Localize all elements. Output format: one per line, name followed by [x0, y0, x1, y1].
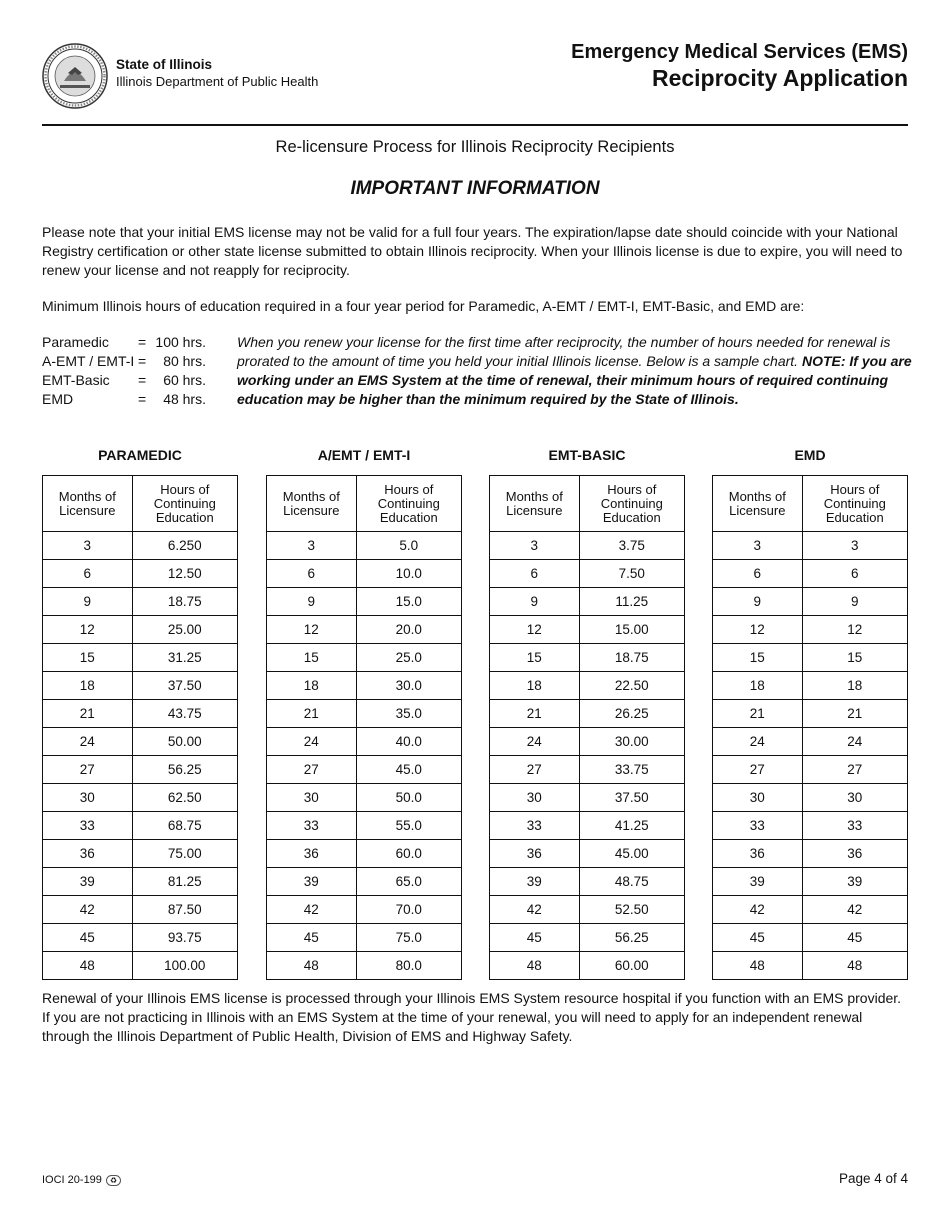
requirement-hours: 60 hrs.: [163, 372, 206, 388]
table-row: [713, 784, 908, 812]
table-block: [42, 446, 238, 980]
hours-cell: 9: [802, 588, 907, 616]
table-row: [267, 896, 462, 924]
document-title: [571, 40, 908, 92]
hours-cell: 25.0: [356, 644, 461, 672]
important-heading: IMPORTANT INFORMATION: [350, 178, 600, 199]
table-row: [713, 812, 908, 840]
hours-cell: 18.75: [579, 644, 684, 672]
hours-cell: 27: [802, 756, 907, 784]
months-cell: 48: [267, 952, 357, 980]
hours-cell: 10.0: [356, 560, 461, 588]
requirement-hours: 80 hrs.: [163, 353, 206, 369]
hours-cell: 5.0: [356, 532, 461, 560]
state-seal-icon: [42, 43, 108, 109]
requirement-row: [42, 390, 206, 409]
table-row: [43, 924, 238, 952]
hours-cell: 37.50: [579, 784, 684, 812]
title-line-2: Reciprocity Application: [651, 65, 908, 91]
months-cell: 30: [490, 784, 580, 812]
table-row: [490, 784, 685, 812]
hours-cell: 70.0: [356, 896, 461, 924]
table-row: [43, 896, 238, 924]
table-row: [267, 812, 462, 840]
months-cell: 39: [43, 868, 133, 896]
months-cell: 12: [490, 616, 580, 644]
months-cell: 42: [43, 896, 133, 924]
hours-cell: 20.0: [356, 616, 461, 644]
proration-table: [266, 475, 462, 980]
table-row: [713, 840, 908, 868]
table-block: [489, 446, 685, 980]
months-cell: 15: [490, 644, 580, 672]
table-row: [43, 616, 238, 644]
hours-cell: 40.0: [356, 728, 461, 756]
table-row: [490, 728, 685, 756]
form-id-text: IOCI 20-199: [42, 1174, 102, 1186]
hours-cell: 62.50: [132, 784, 237, 812]
table-row: [267, 560, 462, 588]
table-row: [490, 588, 685, 616]
table-row: [713, 728, 908, 756]
months-cell: 3: [490, 532, 580, 560]
requirement-equals: =: [138, 334, 147, 350]
hours-cell: 35.0: [356, 700, 461, 728]
months-header: Months of Licensure: [490, 476, 580, 532]
form-id: [42, 1174, 121, 1186]
table-row: [713, 952, 908, 980]
hours-header: Hours of Continuing Education: [356, 476, 461, 532]
table-header-row: [713, 476, 908, 532]
table-row: [713, 672, 908, 700]
table-row: [490, 700, 685, 728]
table-row: [713, 644, 908, 672]
org-department: Illinois Department of Public Health: [116, 74, 319, 89]
hours-cell: 11.25: [579, 588, 684, 616]
hours-cell: 75.0: [356, 924, 461, 952]
hours-cell: 60.0: [356, 840, 461, 868]
hours-cell: 15.0: [356, 588, 461, 616]
requirement-row: [42, 333, 206, 352]
hours-cell: 25.00: [132, 616, 237, 644]
months-cell: 27: [267, 756, 357, 784]
table-row: [43, 756, 238, 784]
table-block: [266, 446, 462, 980]
months-cell: 24: [713, 728, 803, 756]
months-cell: 6: [43, 560, 133, 588]
table-row: [43, 532, 238, 560]
table-row: [43, 784, 238, 812]
months-cell: 45: [267, 924, 357, 952]
months-header: Months of Licensure: [43, 476, 133, 532]
hours-cell: 15.00: [579, 616, 684, 644]
hours-cell: 31.25: [132, 644, 237, 672]
hours-cell: 80.0: [356, 952, 461, 980]
months-cell: 39: [267, 868, 357, 896]
months-cell: 18: [267, 672, 357, 700]
title-line-1: Emergency Medical Services (EMS): [571, 41, 908, 63]
hours-cell: 24: [802, 728, 907, 756]
months-cell: 21: [43, 700, 133, 728]
months-cell: 21: [267, 700, 357, 728]
table-row: [43, 868, 238, 896]
table-row: [43, 840, 238, 868]
table-row: [490, 560, 685, 588]
months-cell: 6: [713, 560, 803, 588]
months-cell: 3: [713, 532, 803, 560]
hours-cell: 93.75: [132, 924, 237, 952]
hours-cell: 6.250: [132, 532, 237, 560]
months-cell: 36: [490, 840, 580, 868]
hours-cell: 45: [802, 924, 907, 952]
table-row: [267, 784, 462, 812]
table-row: [490, 756, 685, 784]
requirement-name: EMT-Basic: [42, 372, 110, 388]
table-row: [490, 644, 685, 672]
table-row: [43, 672, 238, 700]
months-cell: 45: [713, 924, 803, 952]
table-row: [267, 644, 462, 672]
months-header: Months of Licensure: [713, 476, 803, 532]
table-row: [490, 616, 685, 644]
table-row: [713, 868, 908, 896]
months-cell: 24: [490, 728, 580, 756]
hours-cell: 21: [802, 700, 907, 728]
table-row: [713, 896, 908, 924]
table-row: [267, 868, 462, 896]
months-cell: 39: [713, 868, 803, 896]
table-title: EMT-BASIC: [548, 447, 626, 463]
hours-cell: 48.75: [579, 868, 684, 896]
months-cell: 24: [43, 728, 133, 756]
months-cell: 12: [713, 616, 803, 644]
months-cell: 27: [713, 756, 803, 784]
table-row: [713, 756, 908, 784]
table-row: [267, 756, 462, 784]
months-cell: 9: [267, 588, 357, 616]
hours-cell: 15: [802, 644, 907, 672]
months-cell: 9: [43, 588, 133, 616]
organization-block: [116, 56, 318, 90]
table-row: [490, 812, 685, 840]
hours-cell: 52.50: [579, 896, 684, 924]
months-cell: 33: [713, 812, 803, 840]
hours-cell: 36: [802, 840, 907, 868]
months-cell: 18: [490, 672, 580, 700]
note-italic: When you renew your license for the first time after reciprocity, the number of hours needed for renewal is prorated to the amount of time you held your initial Illinois license. Below is a sample chart.: [237, 334, 891, 369]
months-cell: 15: [43, 644, 133, 672]
table-row: [267, 588, 462, 616]
months-cell: 48: [713, 952, 803, 980]
hours-cell: 12: [802, 616, 907, 644]
months-cell: 3: [267, 532, 357, 560]
table-row: [267, 728, 462, 756]
table-row: [490, 924, 685, 952]
hours-cell: 33.75: [579, 756, 684, 784]
months-cell: 45: [490, 924, 580, 952]
hours-cell: 55.0: [356, 812, 461, 840]
hours-cell: 37.50: [132, 672, 237, 700]
table-row: [490, 532, 685, 560]
table-row: [267, 532, 462, 560]
months-cell: 48: [43, 952, 133, 980]
hours-cell: 50.00: [132, 728, 237, 756]
requirement-hours: 48 hrs.: [163, 391, 206, 407]
hours-cell: 48: [802, 952, 907, 980]
table-row: [43, 700, 238, 728]
requirement-row: [42, 371, 206, 390]
hours-cell: 56.25: [132, 756, 237, 784]
months-cell: 30: [713, 784, 803, 812]
months-cell: 27: [490, 756, 580, 784]
table-row: [267, 840, 462, 868]
requirements-list: [42, 333, 206, 409]
hours-cell: 26.25: [579, 700, 684, 728]
table-row: [267, 924, 462, 952]
table-row: [713, 616, 908, 644]
table-row: [713, 700, 908, 728]
hours-cell: 43.75: [132, 700, 237, 728]
months-cell: 27: [43, 756, 133, 784]
requirement-row: [42, 352, 206, 371]
table-row: [43, 560, 238, 588]
recycled-mark-icon: ♻: [106, 1175, 121, 1186]
renewal-note: [237, 333, 917, 409]
table-row: [43, 644, 238, 672]
months-header: Months of Licensure: [267, 476, 357, 532]
hours-cell: 45.0: [356, 756, 461, 784]
table-row: [43, 728, 238, 756]
requirement-equals: =: [138, 391, 147, 407]
hours-cell: 6: [802, 560, 907, 588]
hours-cell: 22.50: [579, 672, 684, 700]
hours-cell: 81.25: [132, 868, 237, 896]
table-row: [490, 952, 685, 980]
subtitle: Re-licensure Process for Illinois Reciprocity Recipients: [275, 138, 675, 156]
hours-cell: 50.0: [356, 784, 461, 812]
months-cell: 42: [713, 896, 803, 924]
months-cell: 18: [713, 672, 803, 700]
intro-paragraph: Please note that your initial EMS license may not be valid for a full four years. The expiration/lapse date should coincide with your National Registry certification or other state license submitted to obtain Illinois reciprocity. When your Illinois license is due to expire, you will need to renew your license and not reapply for reciprocity.: [42, 224, 903, 278]
requirement-name: Paramedic: [42, 334, 109, 350]
header-divider: [42, 124, 908, 126]
hours-header: Hours of Continuing Education: [132, 476, 237, 532]
months-cell: 42: [267, 896, 357, 924]
hours-intro-paragraph: Minimum Illinois hours of education required in a four year period for Paramedic, A-EMT / EMT-I, EMT-Basic, and EMD are:: [42, 298, 805, 314]
months-cell: 30: [43, 784, 133, 812]
hours-header: Hours of Continuing Education: [579, 476, 684, 532]
hours-cell: 60.00: [579, 952, 684, 980]
months-cell: 33: [490, 812, 580, 840]
hours-cell: 45.00: [579, 840, 684, 868]
requirement-hours: 100 hrs.: [155, 334, 206, 350]
months-cell: 6: [490, 560, 580, 588]
hours-cell: 3: [802, 532, 907, 560]
table-title: A/EMT / EMT-I: [317, 447, 411, 463]
months-cell: 36: [713, 840, 803, 868]
hours-cell: 30: [802, 784, 907, 812]
hours-cell: 75.00: [132, 840, 237, 868]
table-header-row: [43, 476, 238, 532]
hours-cell: 3.75: [579, 532, 684, 560]
table-row: [490, 840, 685, 868]
months-cell: 21: [713, 700, 803, 728]
table-title: PARAMEDIC: [98, 447, 182, 463]
hours-cell: 30.0: [356, 672, 461, 700]
hours-cell: 100.00: [132, 952, 237, 980]
hours-cell: 33: [802, 812, 907, 840]
proration-table: [42, 475, 238, 980]
hours-cell: 42: [802, 896, 907, 924]
table-title: EMD: [794, 447, 826, 463]
table-header-row: [490, 476, 685, 532]
hours-cell: 68.75: [132, 812, 237, 840]
table-row: [43, 588, 238, 616]
months-cell: 36: [43, 840, 133, 868]
requirement-equals: =: [138, 372, 147, 388]
months-cell: 48: [490, 952, 580, 980]
hours-cell: 7.50: [579, 560, 684, 588]
requirement-name: EMD: [42, 391, 74, 407]
table-row: [267, 952, 462, 980]
months-cell: 36: [267, 840, 357, 868]
table-row: [267, 616, 462, 644]
months-cell: 18: [43, 672, 133, 700]
months-cell: 33: [267, 812, 357, 840]
note-bold: NOTE: If you are working under an EMS System at the time of renewal, their minimum hours of required continuing education may be higher than the minimum required by the State of Illinois.: [237, 353, 912, 407]
months-cell: 6: [267, 560, 357, 588]
table-header-row: [267, 476, 462, 532]
table-row: [490, 672, 685, 700]
hours-cell: 56.25: [579, 924, 684, 952]
table-row: [43, 812, 238, 840]
months-cell: 21: [490, 700, 580, 728]
months-cell: 42: [490, 896, 580, 924]
table-row: [713, 588, 908, 616]
months-cell: 24: [267, 728, 357, 756]
renewal-paragraph: Renewal of your Illinois EMS license is processed through your Illinois EMS System resource hospital if you function with an EMS provider. If you are not practicing in Illinois with an EMS System at the time of your renewal, you will need to apply for an independent renewal through the Illinois Department of Public Health, Division of EMS and Highway Safety.: [42, 990, 902, 1044]
table-block: [712, 446, 908, 980]
hours-cell: 41.25: [579, 812, 684, 840]
table-row: [267, 672, 462, 700]
months-cell: 33: [43, 812, 133, 840]
months-cell: 12: [267, 616, 357, 644]
hours-cell: 18: [802, 672, 907, 700]
hours-header: Hours of Continuing Education: [802, 476, 907, 532]
table-row: [713, 532, 908, 560]
months-cell: 12: [43, 616, 133, 644]
requirement-name: A-EMT / EMT-I: [42, 353, 135, 369]
hours-cell: 87.50: [132, 896, 237, 924]
months-cell: 9: [490, 588, 580, 616]
hours-cell: 30.00: [579, 728, 684, 756]
table-row: [490, 868, 685, 896]
page-number: Page 4 of 4: [838, 1171, 908, 1186]
proration-table: [712, 475, 908, 980]
table-row: [713, 924, 908, 952]
requirement-equals: =: [138, 353, 147, 369]
hours-cell: 18.75: [132, 588, 237, 616]
org-name: State of Illinois: [116, 57, 213, 72]
months-cell: 3: [43, 532, 133, 560]
months-cell: 45: [43, 924, 133, 952]
table-row: [267, 700, 462, 728]
hours-cell: 65.0: [356, 868, 461, 896]
months-cell: 9: [713, 588, 803, 616]
table-row: [490, 896, 685, 924]
hours-cell: 39: [802, 868, 907, 896]
table-row: [713, 560, 908, 588]
months-cell: 15: [713, 644, 803, 672]
months-cell: 39: [490, 868, 580, 896]
table-row: [43, 952, 238, 980]
proration-table: [489, 475, 685, 980]
months-cell: 30: [267, 784, 357, 812]
months-cell: 15: [267, 644, 357, 672]
hours-cell: 12.50: [132, 560, 237, 588]
